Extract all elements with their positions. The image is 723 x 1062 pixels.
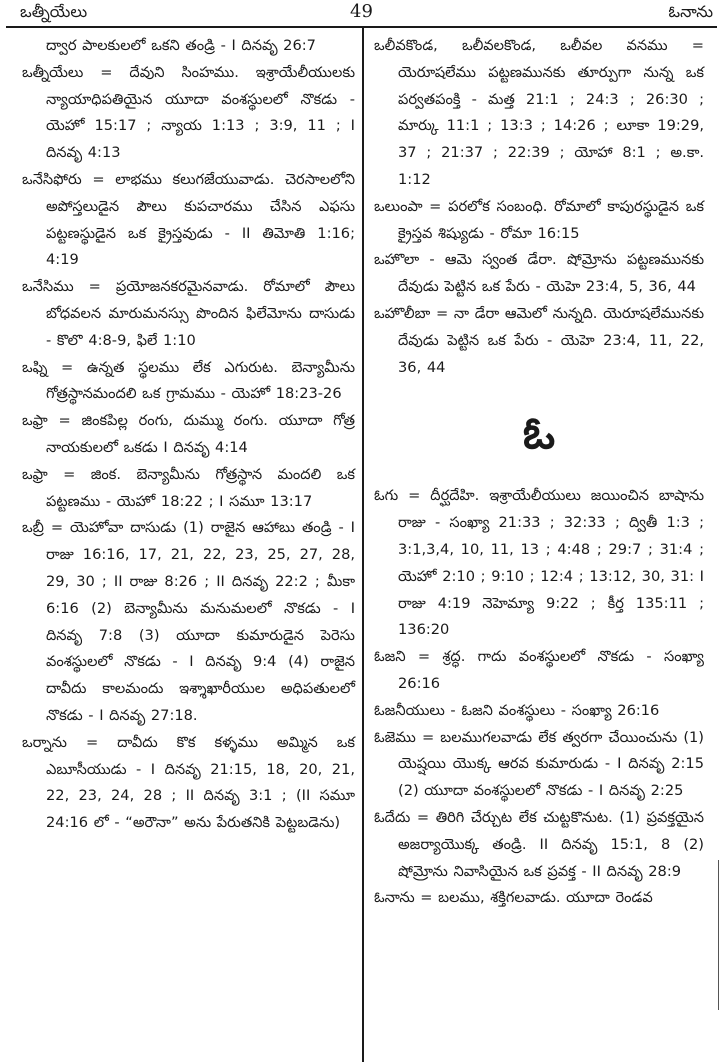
entry-onesiphorus: ఒనేసిఫోరు = లాభము కలుగజేయువాడు. చెరసాలలోని అపోస్తలుడైన పౌలు కుపచారము చేసిన ఎఫసు పట్టణస్థుడైన ఒక క్రైస్తవుడు - II తిమోతి 1:16; 4:19 [22, 170, 355, 269]
entry-othniel: ఒత్నీయేలు = దేవుని సింహము. ఇశ్రాయేలీయులకు న్యాయాధిపతియైన యూదా వంశస్థులలో నొకడు - యెహో 15:17 ; న్యాయ 1:13 ; 3:9, 11 ; I దినవృ 4:13 [22, 63, 355, 162]
page-header [0, 0, 723, 26]
entry-ophni: ఒఫ్ని = ఉన్నత స్థలము లేక ఎగురుట. బెన్యామీను గోత్రస్థానమందలి ఒక గ్రామము - యెహో 18:23-26 [22, 358, 355, 403]
entry-olympas: ఒలుంపా = పరలోక సంబంధి. రోమాలో కాపురస్థుడైన ఒక క్రైస్తవ శిష్యుడు - రోమా 16:15 [374, 197, 704, 242]
right-column [374, 33, 704, 912]
page-edge-mark [718, 860, 719, 1010]
entry-og: ఓగు = దీర్ఘదేహి. ఇశ్రాయేలీయులు జయించిన బాషాను రాజు - సంఖ్యా 21:33 ; 32:33 ; ద్వితీ 1:3 ; 3:1,3,4, 10, 11, 13 ; 4:48 ; 29:7 ; 31:4 ; యెహో 2:10 ; 9:10 ; 12:4 ; 13:12, 30, 31: I రాజు 4:19 నెహెమ్యా 9:22 ; కీర్త 135:11 ; 136:20 [374, 487, 704, 639]
entry-ozem: ఓజెము = బలముగలవాడు లేక త్వరగా చేయించును (1) యెష్షయి యొక్క ఆరవ కుమారుడు - I దినవృ 2:15 (2) యూదా వంశస్థులలో నొకడు - I దినవృ 2:25 [374, 728, 704, 800]
left-column [22, 33, 355, 837]
column-divider [362, 27, 364, 1062]
entry-ornan: ఒర్నాను = దావీదు కొక కళ్ళము అమ్మిన ఒక ఎబూసీయుడు - I దినవృ 21:15, 18, 20, 21, 22, 23, 24, 28 ; II దినవృ 3:1 ; (II సమూ 24:16 లో - “అరౌనా” అను పేరుతనికి పెట్టబడెను) [22, 733, 355, 832]
section-letter-heading: ఓ [522, 408, 556, 460]
entry-ophrah-2: ఒఫ్రా = జింక. బెన్యామీను గోత్రస్థాన మందలి ఒక పట్టణము - యెహో 18:22 ; I సమూ 13:17 [22, 465, 355, 510]
page-number: 49 [350, 1, 373, 22]
entry-onesimus: ఒనేసిము = ప్రయోజనకరమైనవాడు. రోమాలో పౌలు బోధవలన మారుమనస్సు పొందిన ఫిలేమోను దాసుడు - కొలొ 4:8-9, ఫిలే 1:10 [22, 278, 355, 349]
entry-mount-of-olives: ఒలీవకొండ, ఒలీవలకొండ, ఒలీవల వనము = యెరూషలేము పట్టణమునకు తూర్పుగా నున్న ఒక పర్వతపంక్తి - మత్త 21:1 ; 24:3 ; 26:30 ; మార్కు 11:1 ; 13:3 ; 14:26 ; లూకా 19:29, 37 ; 21:37 ; 22:39 ; యోహా 8:1 ; అ.కా. 1:12 [374, 37, 704, 188]
entry-ophrah-1: ఒఫ్రా = జింకపిల్ల రంగు, దుమ్ము రంగు. యూదా గోత్ర నాయకులలో ఒకడు I దినవృ 4:14 [22, 412, 355, 456]
entry-obri: ఒబ్రీ = యెహోవా దాసుడు (1) రాజైన ఆహాబు తండ్రి - I రాజు 16:16, 17, 21, 22, 23, 25, 27, 28, 29, 30 ; II రాజు 8:26 ; II దినవృ 22:2 ; మీకా 6:16 (2) బెన్యామీను మనుమలలో నొకడు - I దినవృ 7:8 (3) యూదా కుమారుడైన పెరెసు వంశస్థులలో నొకడు - I దినవృ 9:4 (4) రాజైన దావీదు కాలమందు ఇశ్శాఖారీయుల అధిపతులలో నొకడు - I దినవృ 27:18. [22, 519, 355, 724]
entry-oholah: ఒహొలా - ఆమె స్వంత డేరా. షోమ్రోను పట్టణమునకు దేవుడు పెట్టిన ఒక పేరు - యెహె 23:4, 5, 36, 44 [374, 251, 704, 296]
header-right-guideword: ఓనాను [668, 2, 713, 21]
entry-onan: ఓనాను = బలము, శక్తిగలవాడు. యూదా రెండవ [374, 889, 653, 907]
header-left-guideword: ఒత్నీయేలు [20, 2, 88, 21]
entry-oded: ఓదేదు = తిరిగి చేర్చుట లేక చుట్టకొనుట. (1) ప్రవక్తయైన అజర్యాయొక్క తండ్రి. II దినవృ 15:1, 8 (2) షోమ్రోను నివాసియైన ఒక ప్రవక్త - II దినవృ 28:9 [374, 808, 704, 880]
entry-oholibah: ఒహొలీబా = నా డేరా ఆమెలో నున్నది. యెరూషలేమునకు దేవుడు పెట్టిన ఒక పేరు - యెహె 23:4, 11, 22, 36, 44 [374, 304, 704, 376]
continued-entry: ద్వార పాలకులలో ఒకని తండ్రి - I దినవృ 26:7 [46, 37, 316, 54]
entry-ozni: ఓజని = శ్రద్ధ. గాదు వంశస్థులలో నొకడు - సంఖ్యా 26:16 [374, 648, 704, 692]
entry-oznites: ఓజనీయులు - ఓజని వంశస్థులు - సంఖ్యా 26:16 [374, 701, 660, 719]
